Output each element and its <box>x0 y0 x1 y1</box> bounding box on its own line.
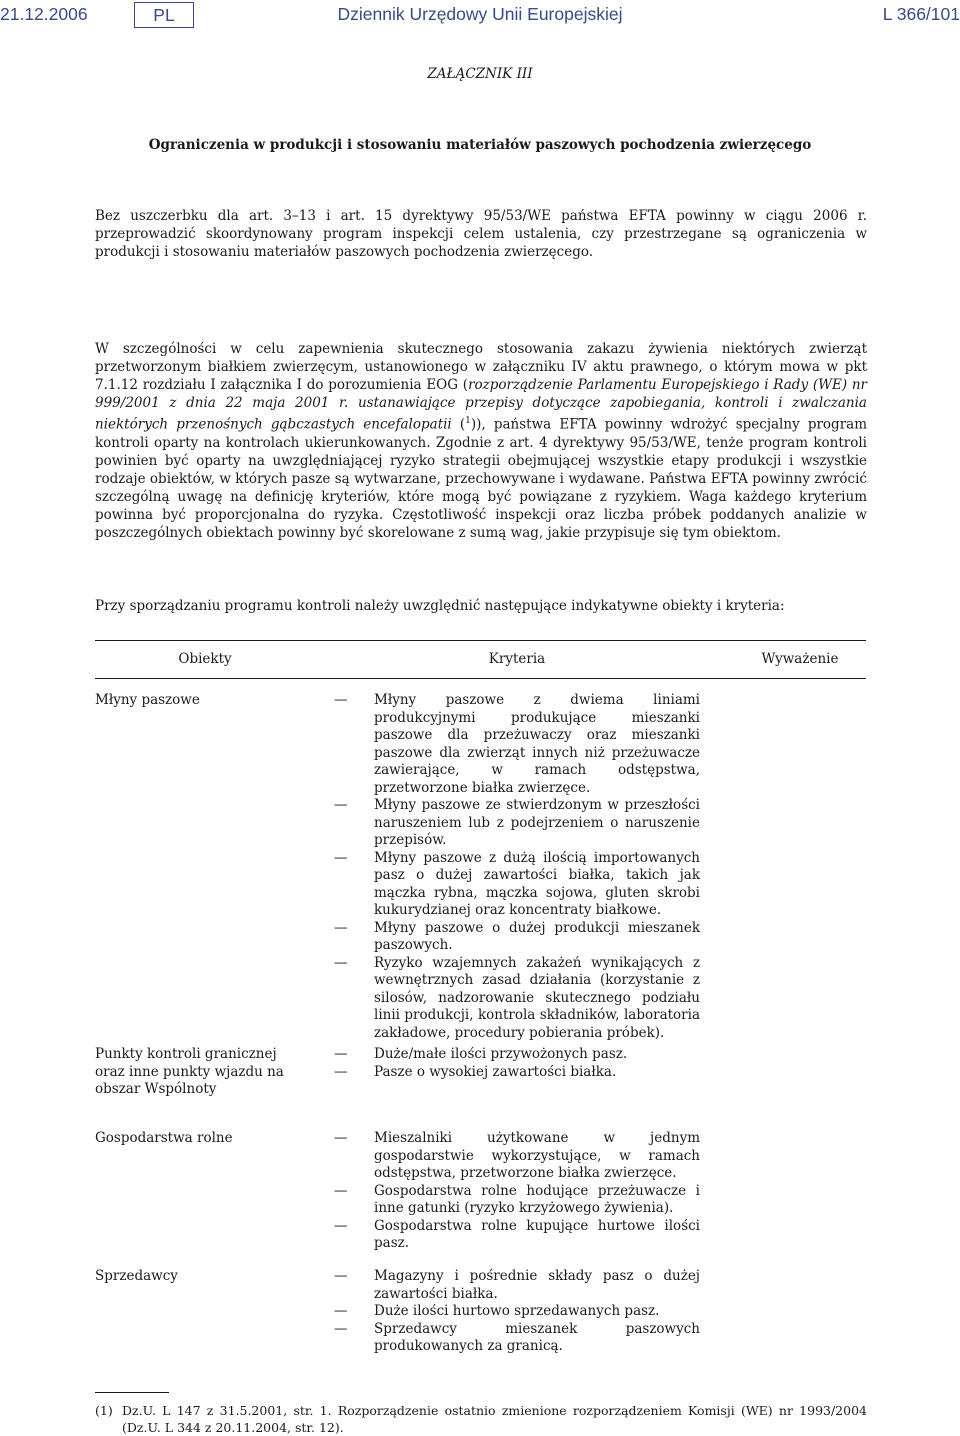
column-header-weighting: Wyważenie <box>761 651 839 667</box>
criterion-item: — Gospodarstwa rolne hodujące przeżuwacze i inne gatunki (ryzyko krzyżowego żywienia). <box>334 1182 700 1216</box>
footnote-text: Dz.U. L 147 z 31.5.2001, str. 1. Rozporządzenie ostatnio zmienione rozporządzeniem Komisji (WE) nr 1993/2004 (Dz.U. L 344 z 20.11.2004, str. 12). <box>122 1403 867 1435</box>
table-row-object: Młyny paszowe <box>95 692 200 708</box>
criterion-item: — Ryzyko wzajemnych zakażeń wynikających z wewnętrznych zasad działania (korzystanie z silosów, nadzorowanie skutecznego podziału linii produkcji, kontrola składników, laboratoria zakładowe, procedury pobierania próbek). <box>334 954 700 1041</box>
table-row-object: Sprzedawcy <box>95 1268 178 1284</box>
table-row-object: Punkty kontroli granicznej oraz inne punkty wjazdu na obszar Wspólnoty <box>95 1046 284 1097</box>
document-title: Ograniczenia w produkcji i stosowaniu materiałów paszowych pochodzenia zwierzęcego <box>148 137 812 153</box>
journal-title: Dziennik Urzędowy Unii Europejskiej <box>337 4 623 24</box>
table-row-object: Gospodarstwa rolne <box>95 1130 233 1146</box>
criterion-item: — Gospodarstwa rolne kupujące hurtowe ilości pasz. <box>334 1217 700 1251</box>
body-paragraph: W szczególności w celu zapewnienia skutecznego stosowania zakazu żywienia niektórych zwierząt przetworzonym białkiem zwierzęcym, ustanowionego w załączniku IV aktu prawnego, o którym mowa w pkt 7.1.12 rozdziału I załącznika I do porozumienia EOG (rozporządzenie Parlamentu Europejskiego i Rady (WE) nr 999/2001 z dnia 22 maja 2001 r. ustanawiające przepisy dotyczące zapobiegania, kontroli i zwalczania niektórych przenośnych gąbczastych encefalopatii ($^1$)), państwa EFTA powinny wdrożyć specjalny program kontroli oparty na kontrolach ukierunkowanych. Zgodnie z art. 4 dyrektywy 95/53/WE, tenże program kontroli powinien być oparty na uwzględniającej ryzyko strategii obejmującej wszystkie etapy produkcji i wszystkie rodzaje obiektów, w których pasze są wytwarzane, przechowywane i wydawane. Państwa EFTA powinny zwrócić szczególną uwagę na definicję kryteriów, które mogą być powiązane z ryzykiem. Waga każdego kryterium powinna być proporcjonalna do ryzyka. Częstotliwość inspekcji oraz liczba próbek poddanych analizie w poszczególnych obiektach powinny być skorelowane z sumą wag, jakie przypisuje się tym obiektom. <box>95 341 867 542</box>
criterion-item: — Młyny paszowe z dużą ilością importowanych pasz o dużej zawartości białka, takich jak mączka rybna, mączka sojowa, gluten skrobi kukurydzianej oraz koncentraty białkowe. <box>334 849 700 918</box>
table-top-rule <box>95 640 866 641</box>
table-header-rule <box>95 678 866 679</box>
criterion-item: — Duże/małe ilości przywożonych pasz. <box>334 1046 628 1062</box>
criterion-item: — Młyny paszowe ze stwierdzonym w przeszłości naruszeniem lub z podejrzeniem o naruszenie przepisów. <box>334 797 700 848</box>
footnote <box>95 1402 867 1436</box>
criterion-item: — Młyny paszowe z dwiema liniami produkcyjnymi produkujące mieszanki paszowe dla przeżuwaczy oraz mieszanki paszowe dla zwierząt innych niż przeżuwacze zawierające, w ramach odstępstwa, przetworzone białka zwierzęce. <box>334 692 700 796</box>
publication-date: 21.12.2006 <box>0 4 88 24</box>
footnote-ref[interactable]: 1 <box>465 416 471 427</box>
regulation-citation: rozporządzenie Parlamentu Europejskiego i Rady (WE) nr 999/2001 z dnia 22 maja 2001 r. ustanawiające przepisy dotyczące zapobiegania, kontroli i zwalczania niektórych przenośnych gąbczastych encefalopatii <box>95 377 867 433</box>
criterion-item: — Młyny paszowe o dużej produkcji mieszanek paszowych. <box>334 919 700 953</box>
criterion-item: — Mieszalniki użytkowane w jednym gospodarstwie wykorzystujące, w ramach odstępstwa, przetworzone białka zwierzęce. <box>334 1130 700 1181</box>
criterion-item: — Pasze o wysokiej zawartości białka. <box>334 1063 617 1080</box>
footnote-separator <box>95 1392 169 1393</box>
criterion-item: — Sprzedawcy mieszanek paszowych produkowanych za granicą. <box>334 1320 700 1354</box>
footnote-mark: (1) <box>95 1403 113 1418</box>
criterion-item: — Magazyny i pośrednie składy pasz o dużej zawartości białka. <box>334 1268 700 1302</box>
page-reference: L 366/101 <box>882 4 960 24</box>
column-header-objects: Obiekty <box>178 651 232 667</box>
criterion-item: — Duże ilości hurtowo sprzedawanych pasz. <box>334 1303 660 1319</box>
annex-label: ZAŁĄCZNIK III <box>427 66 533 82</box>
table-intro: Przy sporządzaniu programu kontroli należy uwzględnić następujące indykatywne obiekty i kryteria: <box>95 598 785 614</box>
table-row-criteria <box>334 692 700 1042</box>
column-header-criteria: Kryteria <box>488 651 546 667</box>
table-row-criteria <box>334 1268 700 1356</box>
intro-paragraph: Bez uszczerbku dla art. 3–13 i art. 15 dyrektywy 95/53/WE państwa EFTA powinny w ciągu 2006 r. przeprowadzić skoordynowany program inspekcji celem ustalenia, czy przestrzegane są ograniczenia w produkcji i stosowaniu materiałów paszowych pochodzenia zwierzęcego. <box>95 208 867 261</box>
table-row-criteria <box>334 1046 700 1081</box>
language-badge: PL <box>134 2 194 28</box>
table-row-criteria <box>334 1130 700 1253</box>
